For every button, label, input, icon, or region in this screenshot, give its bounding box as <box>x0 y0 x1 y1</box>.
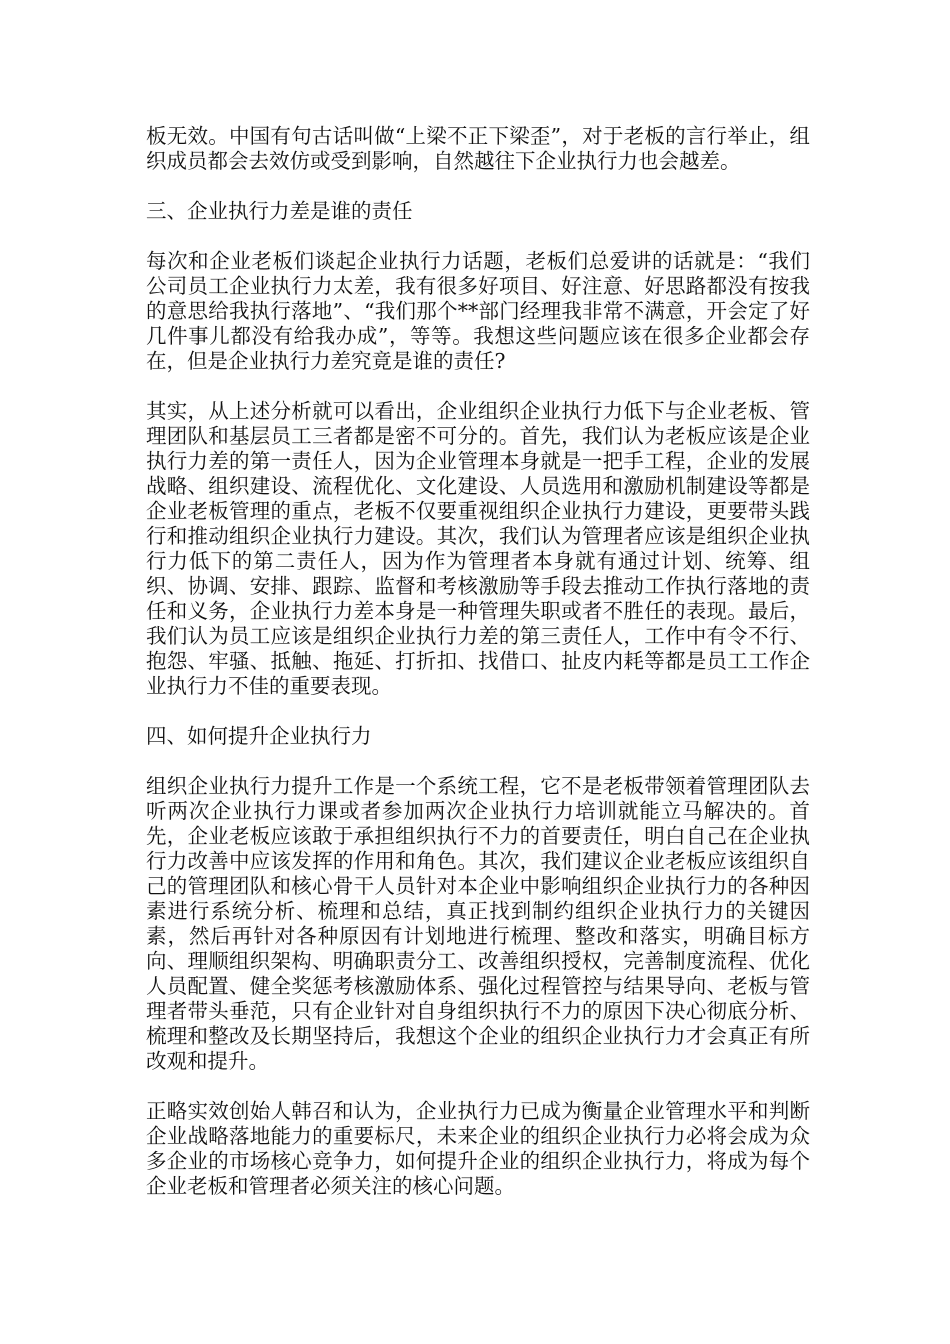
paragraph-conclusion: 正略实效创始人韩召和认为，企业执行力已成为衡量企业管理水平和判断企业战略落地能力的重要标尺，未来企业的组织企业执行力必将会成为众多企业的市场核心竞争力，如何提升企业的组织企业执行力，将成为每个企业老板和管理者必须关注的核心问题。 <box>146 1099 810 1198</box>
paragraph-continuation: 板无效。中国有句古话叫做“上梁不正下梁歪”，对于老板的言行举止，组织成员都会去效仿或受到影响，自然越往下企业执行力也会越差。 <box>146 124 810 173</box>
section-heading-3: 三、企业执行力差是谁的责任 <box>146 199 413 223</box>
paragraph-boss-complaints: 每次和企业老板们谈起企业执行力话题，老板们总爱讲的话就是：“我们公司员工企业执行力太差，我有很多好项目、好注意、好思路都没有按我的意思给我执行落地”、“我们那个**部门经理我非常不满意，开会定了好几件事儿都没有给我办成”，等等。我想这些问题应该在很多企业都会存在，但是企业执行力差究竟是谁的责任? <box>146 249 810 373</box>
paragraph-responsibility-analysis: 其实，从上述分析就可以看出，企业组织企业执行力低下与企业老板、管理团队和基层员工三者都是密不可分的。首先，我们认为老板应该是企业执行力差的第一责任人，因为企业管理本身就是一把手工程，企业的发展战略、组织建设、流程优化、文化建设、人员选用和激励机制建设等都是企业老板管理的重点，老板不仅要重视组织企业执行力建设，更要带头践行和推动组织企业执行力建设。其次，我们认为管理者应该是组织企业执行力低下的第二责任人，因为作为管理者本身就有通过计划、统筹、组织、协调、安排、跟踪、监督和考核激励等手段去推动工作执行落地的责任和义务，企业执行力差本身是一种管理失职或者不胜任的表现。最后，我们认为员工应该是组织企业执行力差的第三责任人，工作中有令不行、抱怨、牢骚、抵触、拖延、打折扣、找借口、扯皮内耗等都是员工工作企业执行力不佳的重要表现。 <box>146 399 810 698</box>
paragraph-improvement-plan: 组织企业执行力提升工作是一个系统工程，它不是老板带领着管理团队去听两次企业执行力课或者参加两次企业执行力培训就能立马解决的。首先，企业老板应该敢于承担组织执行不力的首要责任，明白自己在企业执行力改善中应该发挥的作用和角色。其次，我们建议企业老板应该组织自己的管理团队和核心骨干人员针对本企业中影响组织企业执行力的各种因素进行系统分析、梳理和总结，真正找到制约组织企业执行力的关键因素，然后再针对各种原因有计划地进行梳理、整改和落实，明确目标方向、理顺组织架构、明确职责分工、改善组织授权，完善制度流程、优化人员配置、健全奖惩考核激励体系、强化过程管控与结果导向、老板与管理者带头垂范，只有企业针对自身组织执行不力的原因下决心彻底分析、梳理和整改及长期坚持后，我想这个企业的组织企业执行力才会真正有所改观和提升。 <box>146 774 810 1073</box>
section-heading-4: 四、如何提升企业执行力 <box>146 724 372 748</box>
document-body <box>146 124 810 1224</box>
